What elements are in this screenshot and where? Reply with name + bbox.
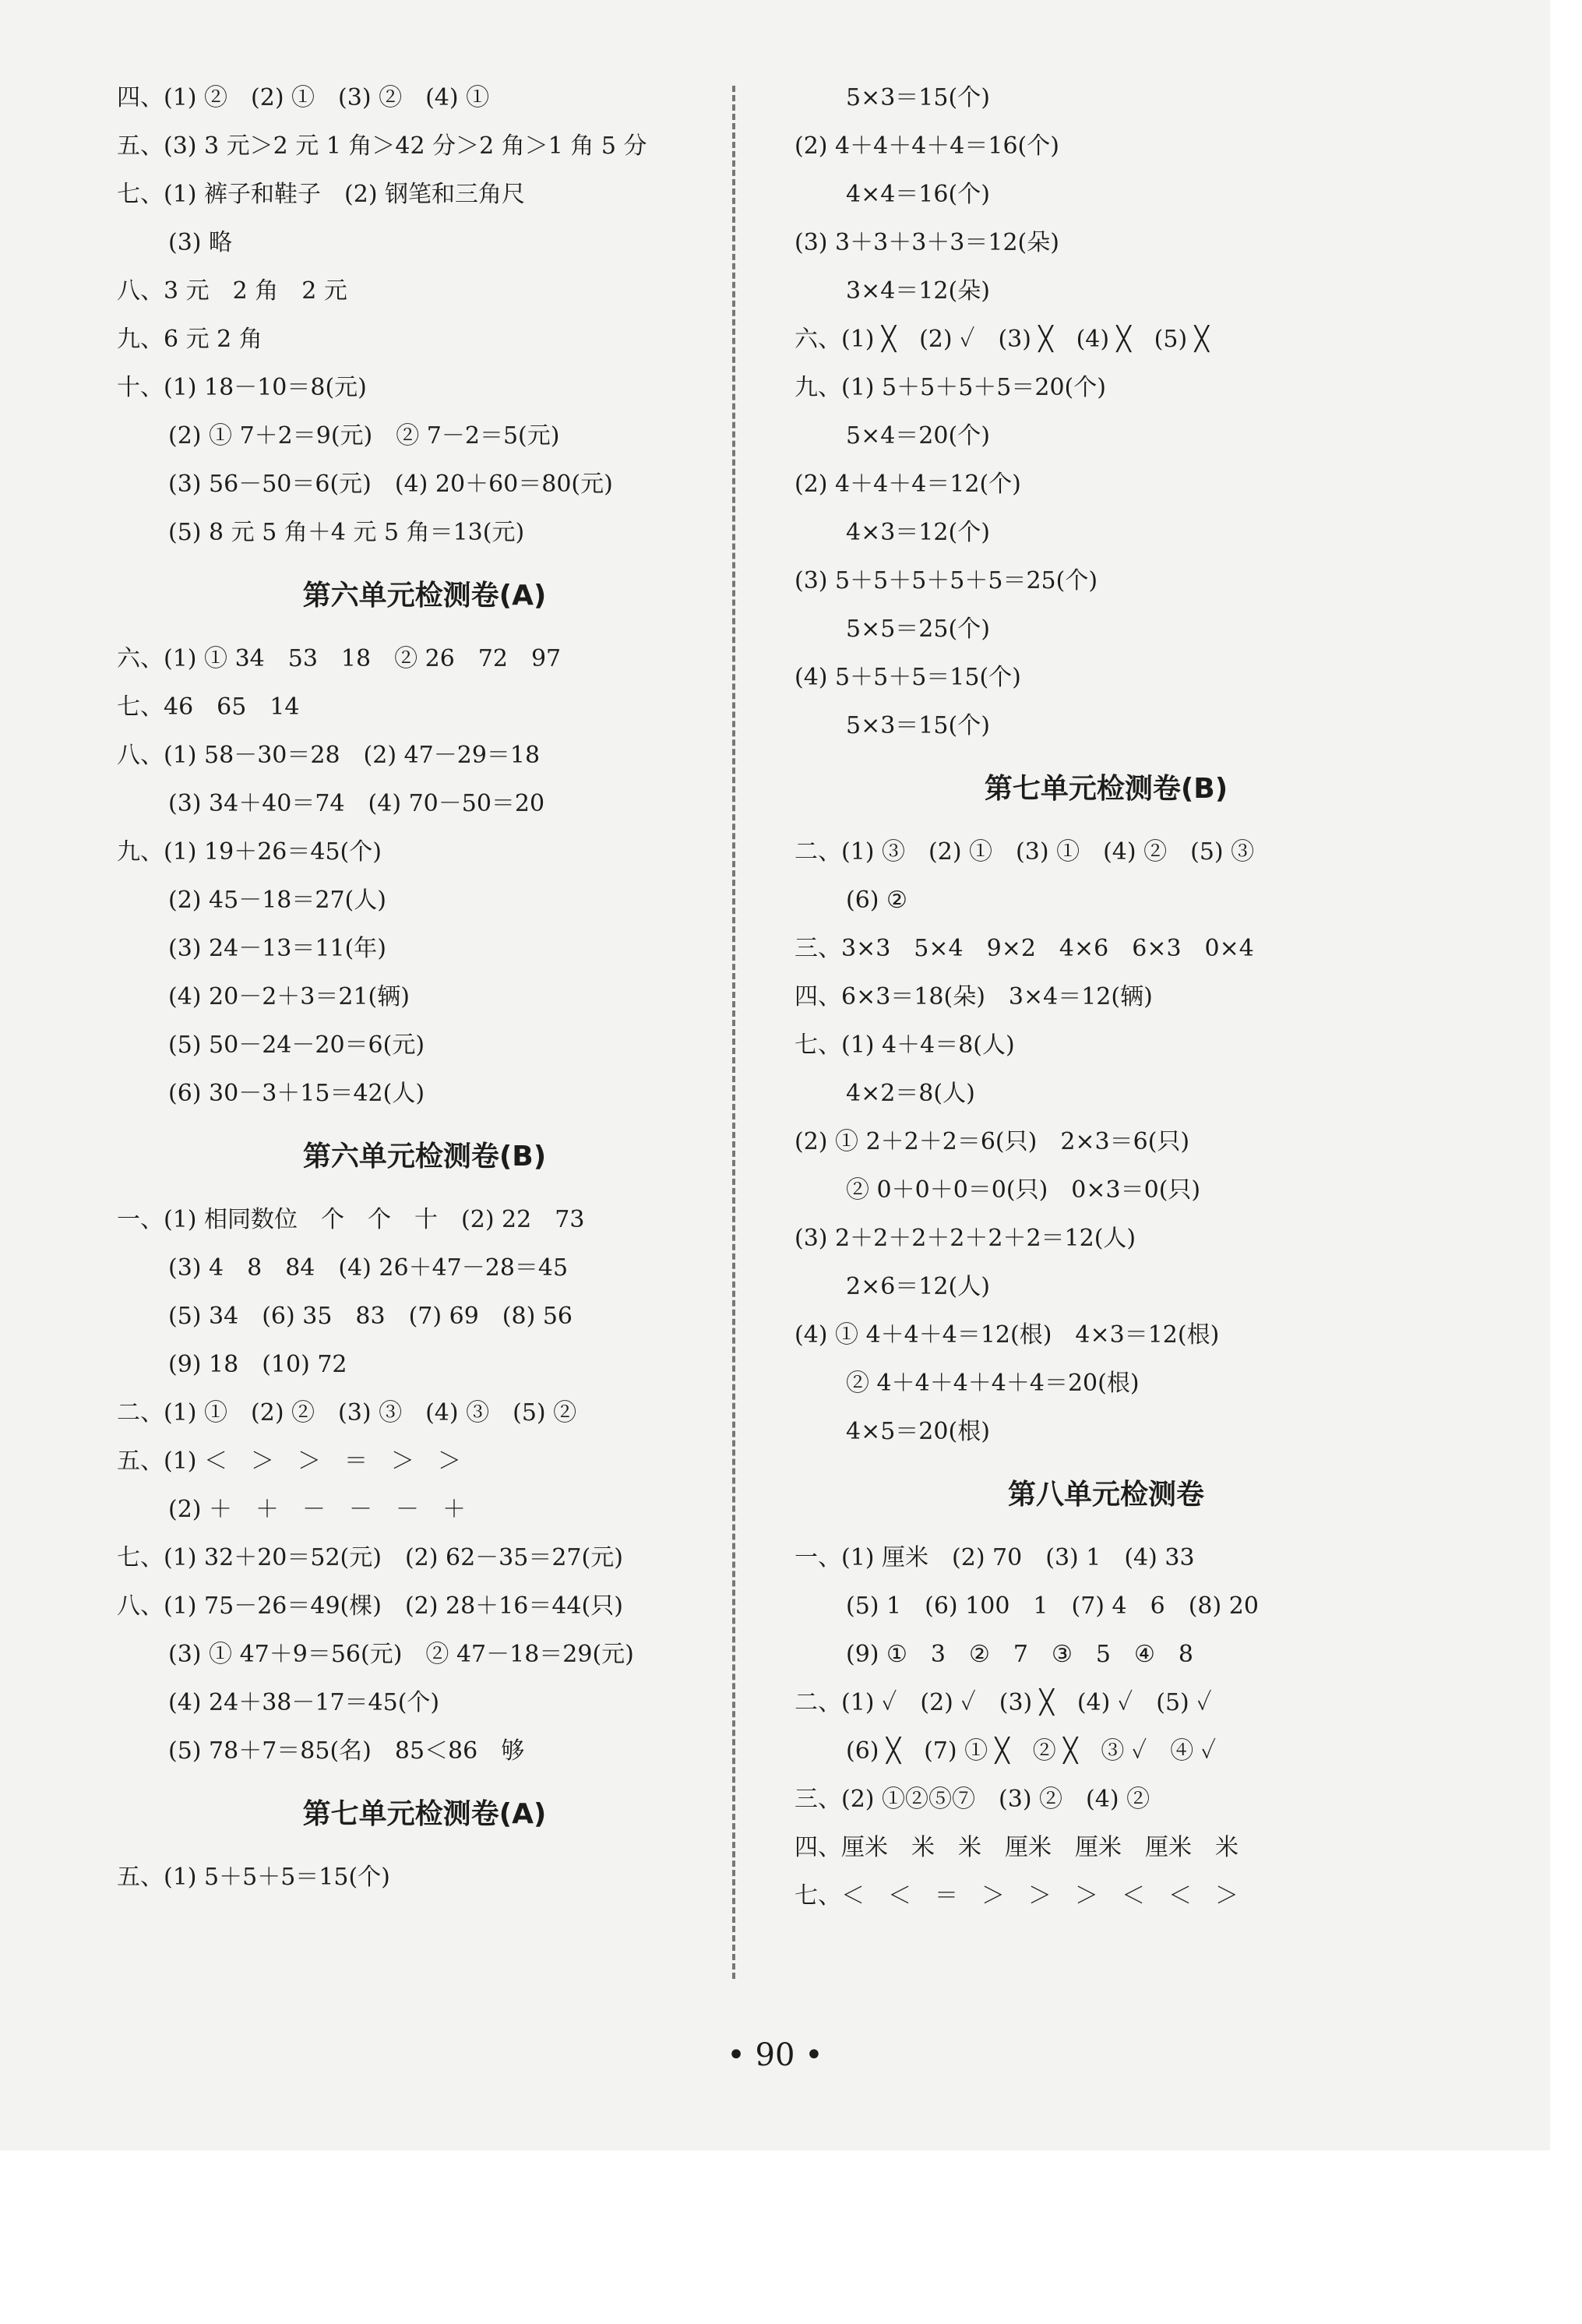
answer-line: (6) ╳ (7) ① ╳ ② ╳ ③ ✓ ④ ✓ xyxy=(846,1737,1217,1765)
answer-line: 4×2＝8(人) xyxy=(846,1080,975,1107)
section-heading: 第七单元检测卷(B) xyxy=(984,773,1228,805)
answer-line: 五、(3) 3 元＞2 元 1 角＞42 分＞2 角＞1 角 5 分 xyxy=(117,132,647,160)
answer-line: (3) 34＋40＝74 (4) 70－50＝20 xyxy=(168,790,545,817)
right-column xyxy=(795,74,1418,1920)
answer-line: (3) 56－50＝6(元) (4) 20＋60＝80(元) xyxy=(168,471,613,498)
answer-line: (5) 8 元 5 角＋4 元 5 角＝13(元) xyxy=(168,519,525,546)
answer-line: 4×5＝20(根) xyxy=(846,1418,990,1445)
answer-line: (5) 78＋7＝85(名) 85＜86 够 xyxy=(168,1737,525,1765)
answer-line: (2) ① 2＋2＋2＝6(只) 2×3＝6(只) xyxy=(795,1128,1190,1155)
page-number: • 90 • xyxy=(727,2037,823,2073)
answer-line: (5) 50－24－20＝6(元) xyxy=(168,1032,425,1059)
answer-line: 4×3＝12(个) xyxy=(846,519,990,546)
section-heading: 第八单元检测卷 xyxy=(1007,1479,1204,1511)
answer-line: 5×3＝15(个) xyxy=(846,712,990,739)
answer-line: 四、(1) ② (2) ① (3) ② (4) ① xyxy=(117,84,490,111)
answer-line: 五、(1) ＜ ＞ ＞ ＝ ＞ ＞ xyxy=(117,1448,462,1475)
answer-line: 4×4＝16(个) xyxy=(846,181,990,208)
section-heading: 第六单元检测卷(A) xyxy=(302,580,547,612)
answer-line: 五、(1) 5＋5＋5＝15(个) xyxy=(117,1864,390,1891)
answer-line: (4) 24＋38－17＝45(个) xyxy=(168,1689,440,1716)
section-heading: 第六单元检测卷(B) xyxy=(302,1141,547,1173)
answer-line: (2) ① 7＋2＝9(元) ② 7－2＝5(元) xyxy=(168,422,560,450)
answer-line: 七、46 65 14 xyxy=(117,693,300,721)
answer-line: (5) 34 (6) 35 83 (7) 69 (8) 56 xyxy=(168,1303,573,1330)
section-heading: 第七单元检测卷(A) xyxy=(302,1798,547,1830)
answer-line: (3) ① 47＋9＝56(元) ② 47－18＝29(元) xyxy=(168,1641,634,1668)
answer-line: 七、＜ ＜ ＝ ＞ ＞ ＞ ＜ ＜ ＞ xyxy=(795,1882,1238,1910)
answer-line: 5×5＝25(个) xyxy=(846,615,990,643)
answer-line: 二、(1) ③ (2) ① (3) ① (4) ② (5) ③ xyxy=(795,838,1255,866)
answer-line: 5×4＝20(个) xyxy=(846,422,990,450)
answer-line: 5×3＝15(个) xyxy=(846,84,990,111)
answer-line: 九、(1) 19＋26＝45(个) xyxy=(117,838,382,866)
answer-line: (2) 4＋4＋4＋4＝16(个) xyxy=(795,132,1059,160)
answer-line: (2) ＋ ＋ － － － ＋ xyxy=(168,1496,467,1523)
answer-line: 六、(1) ╳ (2) ✓ (3) ╳ (4) ╳ (5) ╳ xyxy=(795,326,1209,353)
answer-line: (6) 30－3＋15＝42(人) xyxy=(168,1080,425,1107)
answer-line: (3) 4 8 84 (4) 26＋47－28＝45 xyxy=(168,1254,569,1282)
answer-line: 一、(1) 相同数位 个 个 十 (2) 22 73 xyxy=(117,1206,585,1233)
answer-line: 一、(1) 厘米 (2) 70 (3) 1 (4) 33 xyxy=(795,1544,1195,1571)
answer-line: (3) 24－13＝11(年) xyxy=(168,935,386,962)
column-divider xyxy=(732,86,735,1979)
answer-line: 九、6 元 2 角 xyxy=(117,326,262,353)
answer-line: 四、6×3＝18(朵) 3×4＝12(辆) xyxy=(795,983,1153,1010)
answer-line: ② 4＋4＋4＋4＋4＝20(根) xyxy=(846,1370,1140,1397)
answer-line: (3) 3＋3＋3＋3＝12(朵) xyxy=(795,229,1059,256)
answer-line: 七、(1) 32＋20＝52(元) (2) 62－35＝27(元) xyxy=(117,1544,623,1571)
answer-line: (4) 5＋5＋5＝15(个) xyxy=(795,664,1021,691)
answer-line: (3) 略 xyxy=(168,229,233,256)
answer-line: 3×4＝12(朵) xyxy=(846,277,990,305)
answer-line: 七、(1) 4＋4＝8(人) xyxy=(795,1032,1015,1059)
answer-line: (2) 45－18＝27(人) xyxy=(168,887,386,914)
answer-line: 2×6＝12(人) xyxy=(846,1273,990,1300)
answer-line: 四、厘米 米 米 厘米 厘米 厘米 米 xyxy=(795,1834,1238,1861)
answer-line: 八、3 元 2 角 2 元 xyxy=(117,277,347,305)
answer-line: 八、(1) 75－26＝49(棵) (2) 28＋16＝44(只) xyxy=(117,1592,623,1620)
answer-line: (4) ① 4＋4＋4＝12(根) 4×3＝12(根) xyxy=(795,1321,1220,1349)
answer-line: (4) 20－2＋3＝21(辆) xyxy=(168,983,410,1010)
answer-line: 三、(2) ①②⑤⑦ (3) ② (4) ② xyxy=(795,1786,1150,1813)
answer-line: 六、(1) ① 34 53 18 ② 26 72 97 xyxy=(117,645,562,672)
answer-line: (3) 5＋5＋5＋5＋5＝25(个) xyxy=(795,567,1098,594)
answer-line: ② 0＋0＋0＝0(只) 0×3＝0(只) xyxy=(846,1176,1201,1204)
answer-line: (2) 4＋4＋4＝12(个) xyxy=(795,471,1021,498)
answer-line: 九、(1) 5＋5＋5＋5＝20(个) xyxy=(795,374,1106,401)
answer-line: 二、(1) ① (2) ② (3) ③ (4) ③ (5) ② xyxy=(117,1399,577,1426)
left-column xyxy=(117,74,732,1902)
answer-line: 十、(1) 18－10＝8(元) xyxy=(117,374,367,401)
answer-line: 八、(1) 58－30＝28 (2) 47－29＝18 xyxy=(117,742,541,769)
answer-line: (9) 18 (10) 72 xyxy=(168,1351,347,1378)
answer-line: 三、3×3 5×4 9×2 4×6 6×3 0×4 xyxy=(795,935,1254,962)
answer-line: (3) 2＋2＋2＋2＋2＋2＝12(人) xyxy=(795,1225,1136,1252)
answer-line: 七、(1) 裤子和鞋子 (2) 钢笔和三角尺 xyxy=(117,181,526,208)
answer-line: (9) ① 3 ② 7 ③ 5 ④ 8 xyxy=(846,1641,1193,1668)
answer-line: (6) ② xyxy=(846,887,907,914)
answer-line: (5) 1 (6) 100 1 (7) 4 6 (8) 20 xyxy=(846,1592,1259,1620)
answer-line: 二、(1) ✓ (2) ✓ (3) ╳ (4) ✓ (5) ✓ xyxy=(795,1689,1212,1716)
